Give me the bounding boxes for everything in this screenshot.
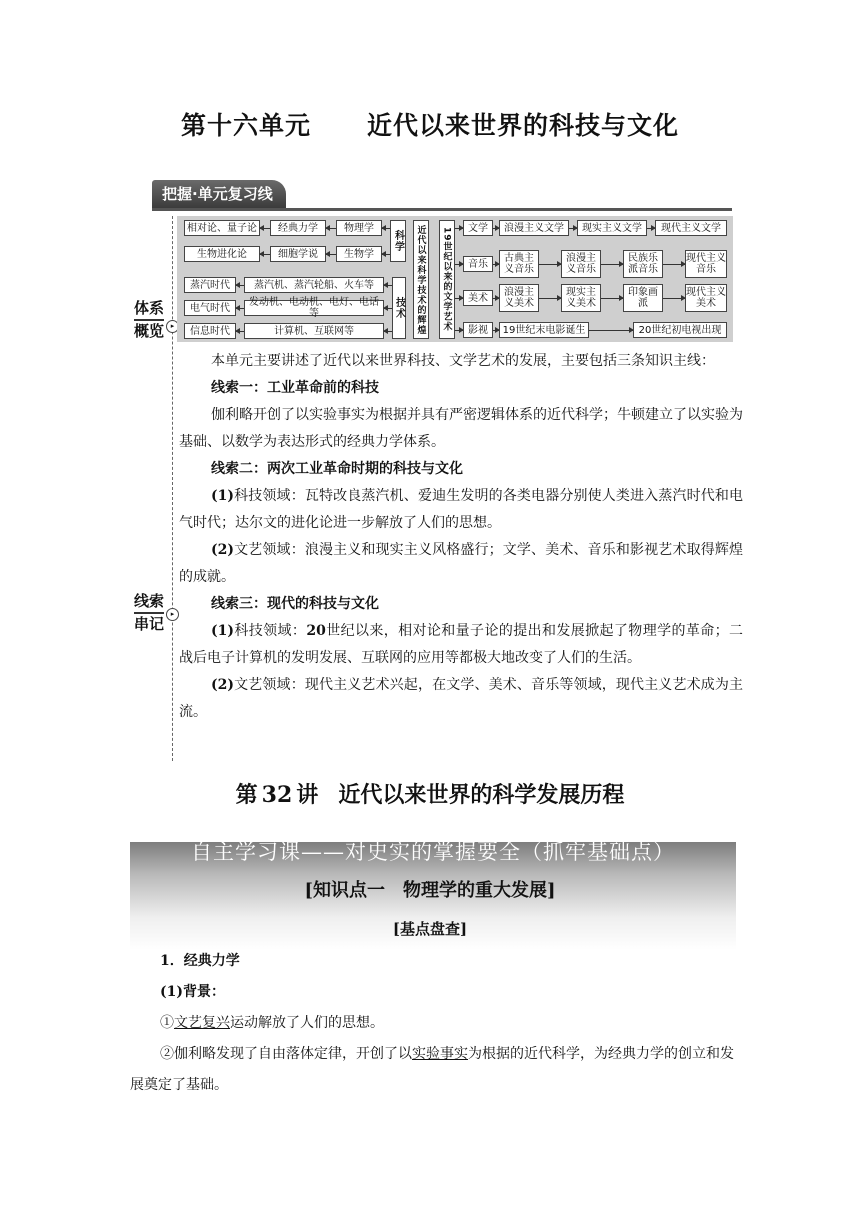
concept-diagram xyxy=(177,216,733,342)
box-modern-art: 现代主义美术 xyxy=(685,284,727,312)
box-literature: 文学 xyxy=(463,220,493,236)
box-modern-music: 现代主义音乐 xyxy=(685,250,727,278)
arrow xyxy=(260,228,270,229)
arrow xyxy=(589,330,633,331)
arrow xyxy=(382,254,390,255)
arrow xyxy=(601,264,623,265)
arrow xyxy=(647,228,655,229)
arrow xyxy=(539,298,561,299)
box-realist-literature: 现实主义文学 xyxy=(577,220,647,236)
box-romantic-music: 浪漫主义音乐 xyxy=(561,250,601,278)
chevron-right-icon: ▸ xyxy=(166,320,179,333)
box-physics: 物理学 xyxy=(336,220,382,236)
box-steam-inventions: 蒸汽机、蒸汽轮船、火车等 xyxy=(244,277,384,293)
box-science-label: 科学 xyxy=(390,220,406,262)
box-arts-label: 19世纪以来的文学艺术 xyxy=(439,220,455,339)
background-item-1: ①文艺复兴运动解放了人们的思想。 xyxy=(160,1015,384,1031)
box-film-birth: 19世纪末电影诞生 xyxy=(499,322,589,338)
chevron-right-icon: ▸ xyxy=(166,608,179,621)
arrow xyxy=(382,228,390,229)
section-heading: 1．经典力学 xyxy=(160,953,240,969)
clue2-point1: (1)科技领域：瓦特改良蒸汽机、爱迪生发明的各类电器分别使人类进入蒸汽时代和电气时代；达尔文的进化论进一步解放了人们的思想。 xyxy=(179,488,743,531)
clue1-heading: 线索一：工业革命前的科技 xyxy=(211,380,379,396)
arrow xyxy=(326,254,336,255)
arrow xyxy=(384,285,392,286)
summary-text xyxy=(179,348,743,726)
side-dashed-line xyxy=(172,216,173,761)
arrow xyxy=(326,228,336,229)
box-biology: 生物学 xyxy=(336,246,382,262)
box-fine-arts: 美术 xyxy=(463,290,493,306)
arrow xyxy=(455,228,463,229)
section-content xyxy=(130,946,742,1101)
arrow xyxy=(539,264,561,265)
clue2-heading: 线索二：两次工业革命时期的科技与文化 xyxy=(211,461,463,477)
clue3-point2: (2)文艺领域：现代主义艺术兴起，在文学、美术、音乐等领域，现代主义艺术成为主流。 xyxy=(179,677,743,720)
arrow xyxy=(236,308,244,309)
box-romantic-literature: 浪漫主义文学 xyxy=(499,220,569,236)
arrow xyxy=(663,264,685,265)
box-cell-theory: 细胞学说 xyxy=(270,246,326,262)
clue2-point2: (2)文艺领域：浪漫主义和现实主义风格盛行；文学、美术、音乐和影视艺术取得辉煌的成就。 xyxy=(179,542,743,585)
basic-check-title: [基点盘查] xyxy=(392,920,468,938)
box-impressionism: 印象画派 xyxy=(623,284,663,312)
arrow xyxy=(569,228,577,229)
background-heading: (1)背景： xyxy=(160,984,225,1000)
arrow xyxy=(455,264,463,265)
knowledge-point-title: [知识点一 物理学的重大发展] xyxy=(304,880,556,901)
box-electric-inventions: 发动机、电动机、电灯、电话等 xyxy=(244,300,384,316)
arrow xyxy=(663,298,685,299)
clue3-heading: 线索三：现代的科技与文化 xyxy=(211,596,379,612)
arrow xyxy=(455,330,463,331)
box-tech-label: 技术 xyxy=(392,277,406,339)
unit-number: 第十六单元 xyxy=(180,111,311,140)
box-film-tv: 影视 xyxy=(463,322,493,338)
side-label-overview: 体系 概览 xyxy=(134,299,165,340)
box-electric-age: 电气时代 xyxy=(184,300,236,316)
arrow xyxy=(236,331,244,332)
box-info-inventions: 计算机、互联网等 xyxy=(244,323,384,339)
box-classical-mechanics: 经典力学 xyxy=(270,220,326,236)
arrow xyxy=(455,298,463,299)
review-banner: 把握·单元复习线索 xyxy=(152,180,286,208)
band-title: 自主学习课——对史实的掌握要全（抓牢基础点） xyxy=(191,840,675,864)
arrow xyxy=(384,331,392,332)
box-relativity: 相对论、量子论 xyxy=(184,220,260,236)
intro-paragraph: 本单元主要讲述了近代以来世界科技、文学艺术的发展，主要包括三条知识主线： xyxy=(211,353,715,369)
box-evolution: 生物进化论 xyxy=(184,246,260,262)
banner-divider xyxy=(152,208,732,211)
side-label-clues: 线索 串记 xyxy=(134,592,165,633)
lecture-title: 第 32 讲 近代以来世界的科学发展历程 xyxy=(235,782,625,808)
background-item-2: ②伽利略发现了自由落体定律，开创了以实验事实为根据的近代科学，为经典力学的创立和发展奠定了基础。 xyxy=(130,1046,734,1093)
box-center-label: 近代以来科学技术的辉煌 xyxy=(413,220,429,339)
box-music: 音乐 xyxy=(463,256,493,272)
box-realist-art: 现实主义美术 xyxy=(561,284,601,312)
arrow xyxy=(601,298,623,299)
clue1-body: 伽利略开创了以实验事实为根据并具有严密逻辑体系的近代科学；牛顿建立了以实验为基础、以数学为表达形式的经典力学体系。 xyxy=(179,407,743,450)
unit-title xyxy=(0,106,860,142)
unit-name: 近代以来世界的科技与文化 xyxy=(367,111,680,140)
box-classical-music: 古典主义音乐 xyxy=(499,250,539,278)
box-information-age: 信息时代 xyxy=(184,323,236,339)
arrow xyxy=(260,254,270,255)
clue3-point1: (1)科技领域：20世纪以来，相对论和量子论的提出和发展掀起了物理学的革命；二战后电子计算机的发明发展、互联网的应用等都极大地改变了人们的生活。 xyxy=(179,623,744,666)
box-modern-literature: 现代主义文学 xyxy=(655,220,727,236)
box-steam-age: 蒸汽时代 xyxy=(184,277,236,293)
box-romantic-art: 浪漫主义美术 xyxy=(499,284,539,312)
arrow xyxy=(236,285,244,286)
box-tv-birth: 20世纪初电视出现 xyxy=(633,322,727,338)
box-national-music: 民族乐派音乐 xyxy=(623,250,663,278)
